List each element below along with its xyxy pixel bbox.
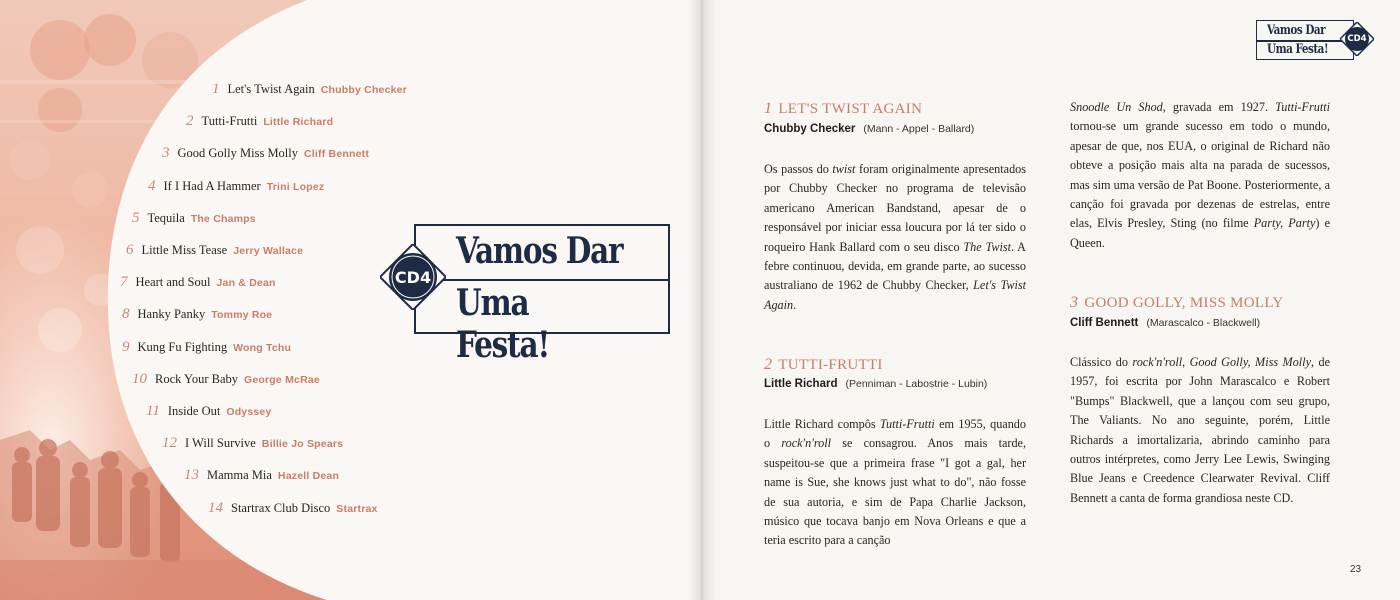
section-1-artist: Chubby Checker bbox=[764, 123, 856, 135]
track-number: 10 bbox=[132, 370, 147, 387]
track-5 bbox=[132, 210, 256, 227]
track-1 bbox=[212, 81, 407, 98]
book-gutter bbox=[688, 0, 716, 600]
track-12 bbox=[162, 435, 343, 452]
section-1-title: LET'S TWIST AGAIN bbox=[778, 101, 923, 117]
track-number: 4 bbox=[148, 177, 156, 194]
track-artist: Jerry Wallace bbox=[233, 245, 304, 257]
section-2-body-continued: Snoodle Un Shod, gravada em 1927. Tutti-Frutti tornou-se um grande sucesso em todo o mundo, apesar de que, nos EUA, o original de Richard não obteve a posição mais alta na parada de sucessos, mas sim uma versão de Pat Boone. Posteriormente, a canção foi gravada por dezenas de estrelas, entre elas, Elvis Presley, Sting (no filme Party, Party) e Queen. bbox=[1070, 100, 1330, 250]
track-number: 11 bbox=[146, 403, 160, 419]
track-number: 12 bbox=[162, 435, 177, 452]
track-title: If I Had A Hammer bbox=[163, 178, 261, 193]
track-artist: Chubby Checker bbox=[320, 84, 408, 96]
section-1-heading bbox=[764, 100, 922, 118]
track-title: Tutti-Frutti bbox=[201, 114, 258, 129]
logo-title-line2: Uma Festa! bbox=[456, 282, 550, 366]
track-artist: The Champs bbox=[190, 212, 256, 225]
track-title: Inside Out bbox=[167, 404, 221, 418]
mini-logo-line2: Uma Festa! bbox=[1267, 42, 1329, 57]
section-3-artist: Cliff Bennett bbox=[1070, 317, 1139, 329]
track-number: 5 bbox=[132, 209, 140, 226]
mini-logo bbox=[1256, 18, 1372, 62]
track-14 bbox=[208, 500, 378, 517]
track-title: Mamma Mia bbox=[207, 468, 272, 483]
section-2-artist: Little Richard bbox=[764, 378, 838, 390]
track-8 bbox=[122, 306, 272, 323]
track-10 bbox=[132, 371, 320, 388]
track-number: 3 bbox=[162, 145, 170, 162]
track-artist: Wong Tchu bbox=[233, 341, 292, 354]
track-4 bbox=[148, 178, 324, 195]
mini-logo-line1: Vamos Dar bbox=[1267, 23, 1326, 38]
logo-title-line1: Vamos Dar bbox=[456, 230, 623, 272]
track-artist: Billie Jo Spears bbox=[261, 438, 344, 451]
track-9 bbox=[122, 339, 291, 356]
track-number: 2 bbox=[186, 113, 194, 130]
section-3-number: 3 bbox=[1070, 294, 1079, 311]
track-artist: Cliff Bennett bbox=[304, 148, 370, 161]
section-3-body: Clássico do rock'n'roll, Good Golly, Miss Molly, de 1957, foi escrita por John Marascalco e Robert "Bumps" Blackwell, que a lançou com seu grupo, The Valiants. No ano seguinte, porém, Little Richards a imortalizaria, abrindo caminho para outros intérpretes, como Jerry Lee Lewis, Swinging Blue Jeans e Creedence Clearwater Revival. Cliff Bennett a canta de forma grandiosa neste CD. bbox=[1070, 355, 1330, 505]
track-2 bbox=[186, 113, 333, 130]
section-2-byline bbox=[764, 378, 987, 390]
track-number: 6 bbox=[126, 242, 134, 258]
track-3 bbox=[162, 145, 369, 162]
section-1-byline bbox=[764, 123, 974, 135]
mini-cd-badge-label: CD4 bbox=[1347, 34, 1367, 44]
section-3-heading bbox=[1070, 294, 1283, 312]
track-title: Startrax Club Disco bbox=[231, 500, 331, 515]
section-2-number: 2 bbox=[764, 356, 773, 373]
track-title: Rock Your Baby bbox=[155, 371, 238, 386]
section-2-heading bbox=[764, 356, 883, 374]
section-3-byline bbox=[1070, 317, 1260, 329]
track-number: 1 bbox=[212, 81, 220, 97]
track-artist: Hazell Dean bbox=[277, 470, 340, 483]
track-title: I Will Survive bbox=[185, 436, 256, 451]
track-artist: Jan & Dean bbox=[216, 277, 276, 290]
section-1-number: 1 bbox=[764, 100, 773, 117]
track-7 bbox=[120, 274, 276, 291]
track-artist: Tommy Roe bbox=[211, 309, 273, 322]
track-title: Kung Fu Fighting bbox=[137, 339, 228, 354]
track-title: Hanky Panky bbox=[137, 307, 206, 322]
track-number: 13 bbox=[184, 467, 199, 484]
section-2-credits: (Penniman - Labostrie - Lubin) bbox=[845, 378, 988, 390]
track-artist: Little Richard bbox=[263, 116, 334, 129]
track-number: 9 bbox=[122, 338, 130, 355]
section-3-credits: (Marascalco - Blackwell) bbox=[1146, 317, 1261, 329]
section-2-title: TUTTI-FRUTTI bbox=[778, 357, 883, 373]
cd-badge-label: CD4 bbox=[394, 267, 432, 287]
track-title: Good Golly Miss Molly bbox=[177, 146, 299, 161]
track-artist: Trini Lopez bbox=[266, 180, 325, 193]
cd-logo bbox=[380, 222, 670, 366]
track-6 bbox=[126, 242, 303, 259]
section-1-body: Os passos do twist foram originalmente apresentados por Chubby Checker no programa de televisão americano American Bandstand, apesar de o responsável por iniciar essa loucura por lá ter sido o roqueiro Hank Ballard com o seu disco The Twist. A febre continuou, devida, em grande parte, ao sucesso australiano de 1962 de Chubby Checker, Let's Twist Again. bbox=[764, 162, 1027, 312]
track-artist: Startrax bbox=[336, 502, 378, 515]
track-title: Tequila bbox=[147, 210, 185, 225]
track-13 bbox=[184, 467, 339, 484]
logo-divider bbox=[416, 279, 668, 281]
right-page bbox=[700, 0, 1400, 600]
track-11 bbox=[146, 403, 272, 420]
track-title: Let's Twist Again bbox=[227, 82, 315, 96]
track-artist: George McRae bbox=[244, 373, 320, 386]
track-title: Little Miss Tease bbox=[141, 243, 228, 257]
track-number: 8 bbox=[122, 306, 130, 323]
page-number: 23 bbox=[1350, 564, 1362, 575]
track-artist: Odyssey bbox=[226, 406, 272, 418]
section-2-body: Little Richard compôs Tutti-Frutti em 1955, quando o rock'n'roll se consagrou. Anos mais tarde, suspeitou-se que a primeira frase "I got a gal, her name is Sue, she knows just what to do", não fosse de sua autoria, e sim de Papa Charlie Jackson, músico que tocava banjo em Nova Orleans e que a teria escrito para a canção bbox=[764, 417, 1026, 548]
track-number: 7 bbox=[120, 274, 128, 291]
section-1-credits: (Mann - Appel - Ballard) bbox=[863, 123, 975, 135]
track-title: Heart and Soul bbox=[135, 275, 211, 290]
section-3-title: GOOD GOLLY, MISS MOLLY bbox=[1084, 295, 1284, 311]
logo-frame bbox=[414, 224, 670, 366]
track-number: 14 bbox=[208, 499, 223, 516]
